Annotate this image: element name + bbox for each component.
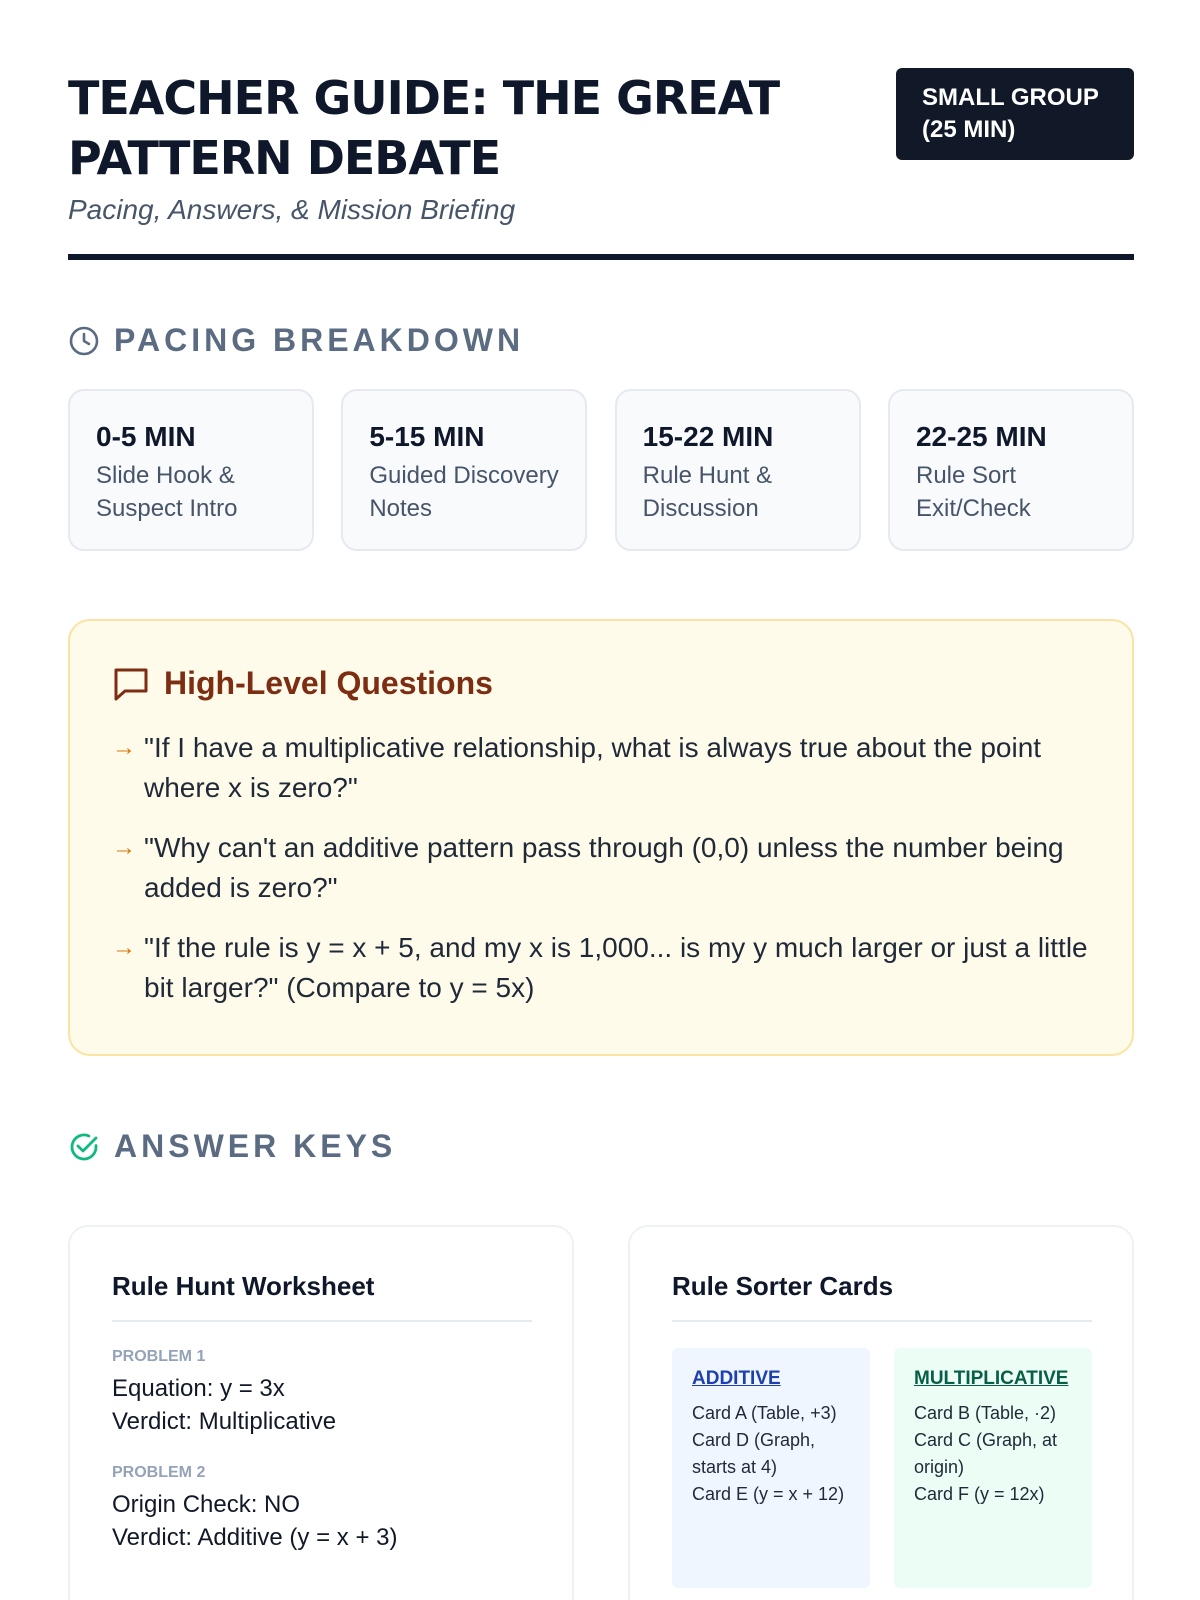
- problem-line: Origin Check: NO: [112, 1491, 301, 1518]
- clock-icon: [68, 325, 100, 357]
- questions-title: High-Level Questions: [164, 665, 493, 701]
- sorter-card-item: Card E (y = x + 12): [692, 1484, 845, 1504]
- pacing-cards: [68, 389, 1134, 551]
- pacing-card: [615, 389, 861, 551]
- pacing-time: 15-22 MIN: [642, 421, 774, 452]
- pacing-time: 0-5 MIN: [96, 421, 196, 452]
- question-item: [112, 728, 1090, 808]
- high-level-questions-panel: [68, 619, 1134, 1056]
- pacing-description: Slide Hook & Suspect Intro: [96, 462, 238, 522]
- rule-hunt-worksheet-key: [68, 1225, 574, 1600]
- sorter-card-item: Card D (Graph, starts at 4): [692, 1430, 816, 1477]
- pacing-description: Rule Sort Exit/Check: [915, 462, 1031, 522]
- sorter-card-item: Card B (Table, ·2): [914, 1403, 1057, 1423]
- problem-answer: [112, 1464, 532, 1554]
- check-circle-icon: [68, 1131, 100, 1163]
- arrow-right-icon: →: [112, 734, 136, 761]
- rule-sorter-cards-key: [628, 1225, 1134, 1600]
- pacing-time: 22-25 MIN: [915, 421, 1047, 452]
- question-item: [112, 828, 1090, 908]
- problem-answer: [112, 1348, 532, 1438]
- questions-header: [112, 665, 1090, 702]
- arrow-right-icon: →: [112, 834, 136, 861]
- pacing-section-header: [68, 322, 524, 359]
- page-title: TEACHER GUIDE: THE GREAT PATTERN DEBATE: [68, 71, 780, 185]
- multiplicative-column: [894, 1348, 1092, 1588]
- question-item: [112, 928, 1090, 1008]
- pacing-card: [888, 389, 1134, 551]
- pacing-description: Guided Discovery Notes: [369, 462, 559, 522]
- problem-label: PROBLEM 2: [112, 1464, 206, 1481]
- problem-verdict: Verdict: Additive (y = x + 3): [112, 1524, 398, 1551]
- sorter-columns: [672, 1348, 1092, 1588]
- page-subtitle: Pacing, Answers, & Mission Briefing: [68, 194, 516, 225]
- problem-verdict: Verdict: Multiplicative: [112, 1408, 337, 1435]
- additive-heading: ADDITIVE: [692, 1368, 781, 1389]
- guide-header: [68, 68, 1134, 226]
- problem-label: PROBLEM 1: [112, 1348, 206, 1365]
- sorter-card-item: Card F (y = 12x): [914, 1484, 1045, 1504]
- pacing-section-title: PACING BREAKDOWN: [114, 322, 525, 358]
- pacing-description: Rule Hunt & Discussion: [642, 462, 773, 522]
- sorter-title: Rule Sorter Cards: [672, 1271, 1092, 1322]
- problem-line: Equation: y = 3x: [112, 1375, 285, 1402]
- header-divider: [68, 254, 1134, 260]
- answer-keys-section-header: [68, 1128, 396, 1165]
- question-text: "If I have a multiplicative relationship, what is always true about the point where x is zero?": [144, 732, 1042, 803]
- sorter-card-item: Card C (Graph, at origin): [914, 1430, 1058, 1477]
- group-badge: SMALL GROUP (25 MIN): [896, 68, 1134, 160]
- arrow-right-icon: →: [112, 934, 136, 961]
- additive-column: [672, 1348, 870, 1588]
- speech-bubble-icon: [112, 666, 150, 702]
- pacing-time: 5-15 MIN: [369, 421, 485, 452]
- answer-keys-section-title: ANSWER KEYS: [114, 1128, 397, 1164]
- pacing-card: [341, 389, 587, 551]
- worksheet-title: Rule Hunt Worksheet: [112, 1271, 532, 1322]
- question-text: "If the rule is y = x + 5, and my x is 1,000... is my y much larger or just a little bit larger?" (Compare to y = 5x): [144, 932, 1088, 1003]
- question-text: "Why can't an additive pattern pass through (0,0) unless the number being added is zero?": [144, 832, 1064, 903]
- sorter-card-item: Card A (Table, +3): [692, 1403, 837, 1423]
- multiplicative-heading: MULTIPLICATIVE: [914, 1368, 1069, 1389]
- pacing-card: [68, 389, 314, 551]
